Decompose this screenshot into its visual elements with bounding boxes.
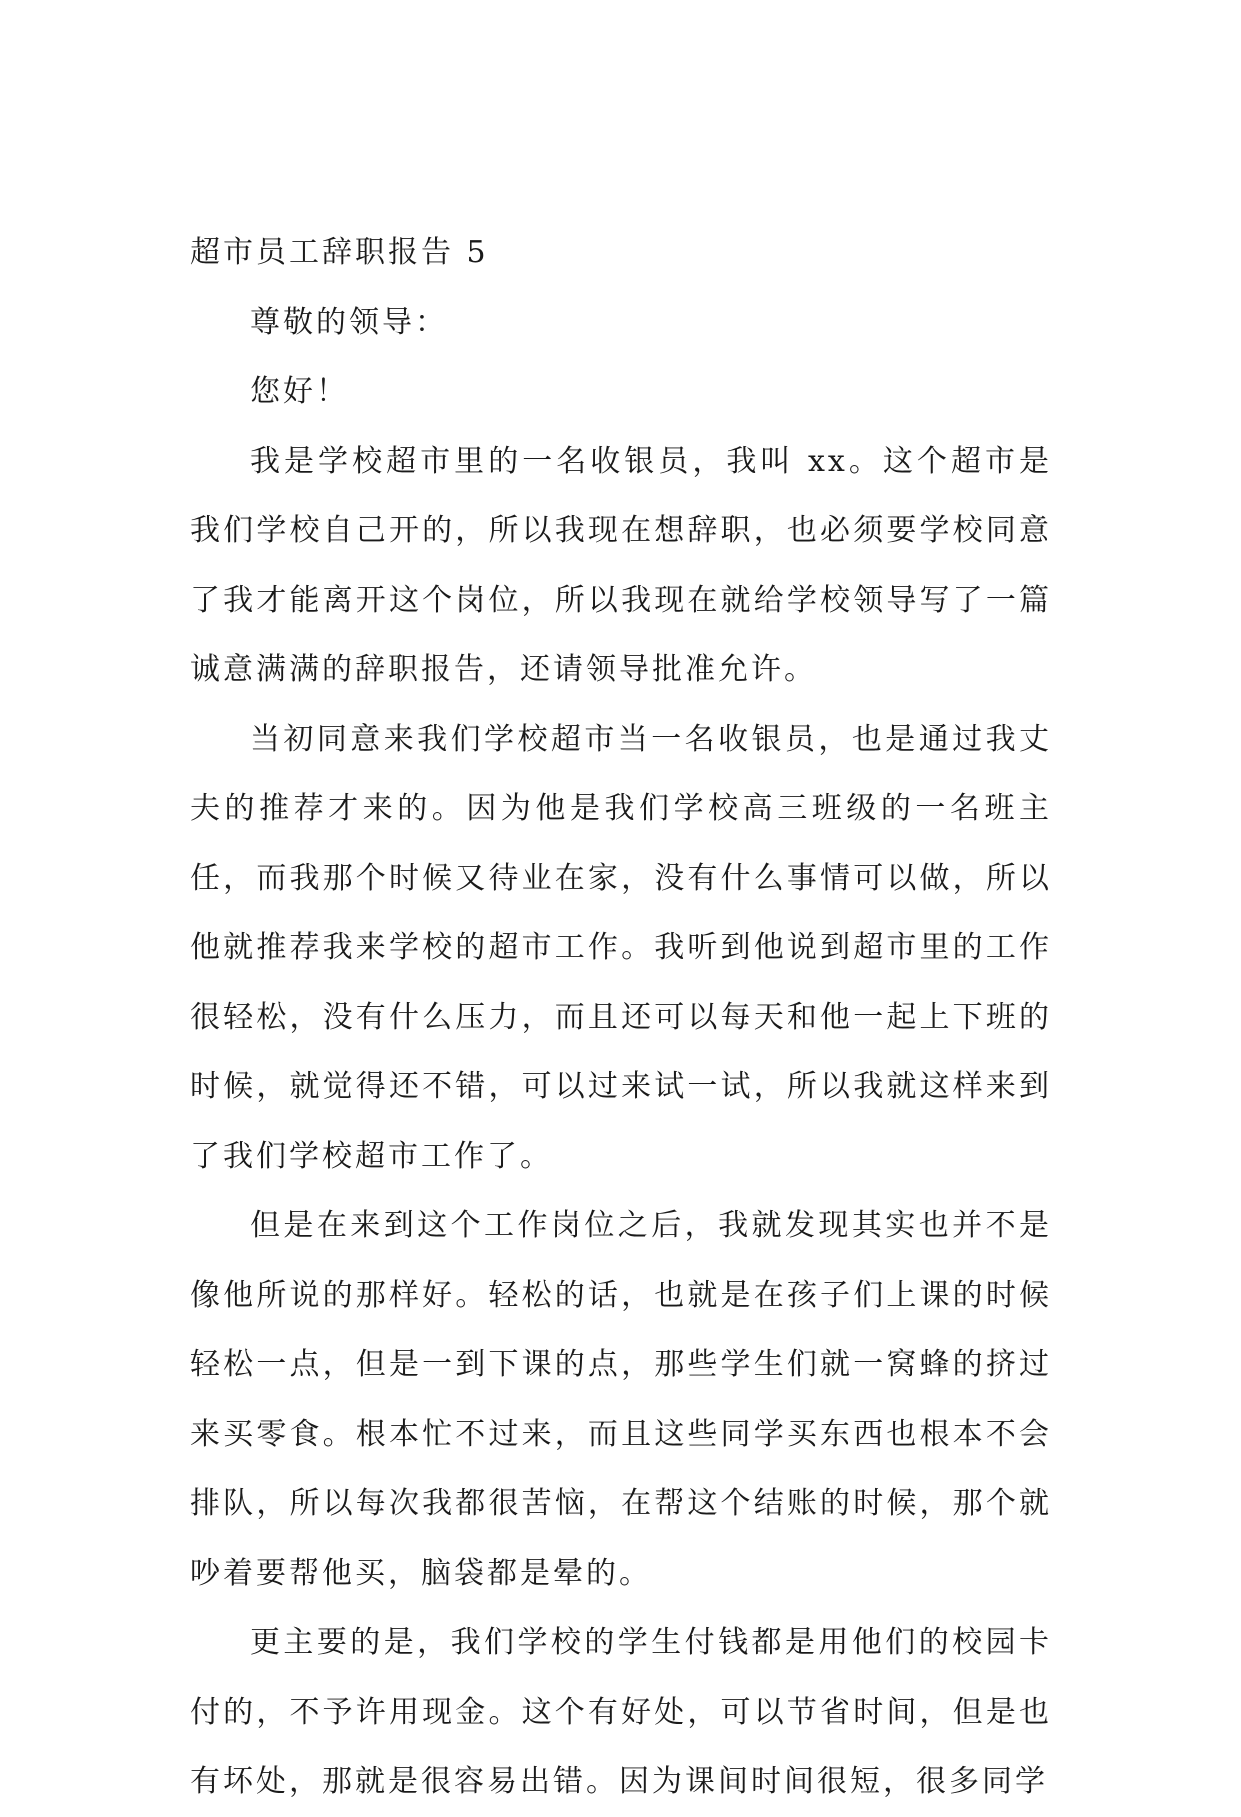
paragraph-4: 更主要的是，我们学校的学生付钱都是用他们的校园卡付的，不予许用现金。这个有好处，可以节省时间，但是也有坏处，那就是很容易出错。因为课间时间很短，很多同学 (190, 1625, 1052, 1799)
paragraph-3: 但是在来到这个工作岗位之后，我就发现其实也并不是像他所说的那样好。轻松的话，也就是在孩子们上课的时候轻松一点，但是一到下课的点，那些学生们就一窝蜂的挤过来买零食。根本忙不过来，而且这些同学买东西也根本不会排队，所以每次我都很苦恼，在帮这个结账的时候，那个就吵着要帮他买，脑袋都是晕的。 (190, 1208, 1052, 1591)
salutation: 尊敬的领导： (250, 304, 448, 340)
document-body (190, 218, 1052, 1817)
paragraph-1: 我是学校超市里的一名收银员，我叫 xx。这个超市是我们学校自己开的，所以我现在想辞职，也必须要学校同意了我才能离开这个岗位，所以我现在就给学校领导写了一篇诚意满满的辞职报告，还请领导批准允许。 (190, 443, 1052, 687)
document-title: 超市员工辞职报告 5 (190, 235, 489, 270)
paragraph-2: 当初同意来我们学校超市当一名收银员，也是通过我丈夫的推荐才来的。因为他是我们学校高三班级的一名班主任，而我那个时候又待业在家，没有什么事情可以做，所以他就推荐我来学校的超市工作。我听到他说到超市里的工作很轻松，没有什么压力，而且还可以每天和他一起上下班的时候，就觉得还不错，可以过来试一试，所以我就这样来到了我们学校超市工作了。 (190, 721, 1052, 1174)
greeting: 您好！ (250, 374, 349, 409)
